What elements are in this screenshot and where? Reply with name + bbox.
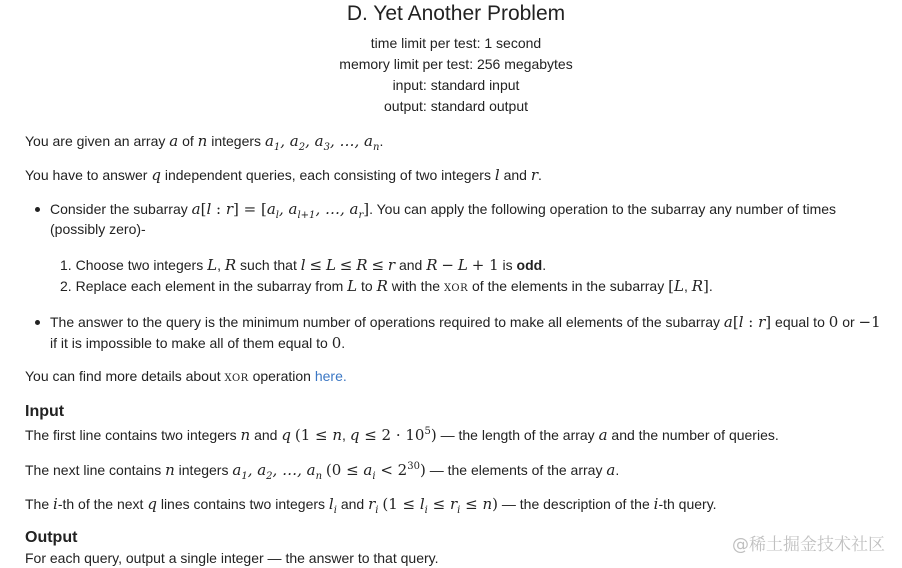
bullet-answer-line2: if it is impossible to make all of them equal to 0. (50, 334, 346, 352)
statement-queries-line: You have to answer q independent queries, each consisting of two integers l and r. (25, 166, 542, 184)
bullet-marker (35, 320, 40, 325)
step-2: 2. Replace each element in the subarray from L to R with the XOR of the elements in the subarray [L, R]. (60, 277, 713, 295)
input-spec: input: standard input (392, 77, 520, 93)
time-limit: time limit per test: 1 second (370, 35, 542, 51)
input-line-3: The i-th of the next q lines contains two integers $l_i$ and $r_i$ $(1 \le l_i \le r_i \le n)$ — the description of the i-th query. (25, 495, 717, 516)
memory-limit: memory limit per test: 256 megabytes (339, 56, 573, 72)
input-line-2: The next line contains n integers $a_1$, $a_2$, …, $a_n$ $(0 \le a_i < 2^{30})$ — the elements of the array a. (25, 461, 620, 482)
step-1: 1. Choose two integers L, R such that l ≤ L ≤ R ≤ r and R − L + 1 is odd. (60, 256, 547, 274)
problem-title: D. Yet Another Problem (346, 2, 566, 25)
statement-array-line: You are given an array a of n integers $a_1$, $a_2$, $a_3$, …, $a_n$. (25, 132, 384, 153)
more-details-line: You can find more details about XOR operation here. (25, 368, 347, 384)
output-spec: output: standard output (384, 98, 528, 114)
output-heading: Output (25, 529, 78, 546)
output-line: For each query, output a single integer — the answer to that query. (25, 550, 439, 566)
watermark: @稀土掘金技术社区 (732, 535, 885, 555)
bullet-subarray-line2: (possibly zero)- (50, 221, 146, 237)
xor-details-link[interactable]: here. (314, 368, 347, 384)
bullet-answer-line: The answer to the query is the minimum number of operations required to make all elements of the subarray a[l : r] equal to 0 or −1 (50, 313, 881, 331)
input-heading: Input (25, 403, 65, 420)
input-line-1: The first line contains two integers n and q (1 ≤ n, $q \le 2 \cdot 10^5$) — the length of the array a and the number of queries. (25, 426, 779, 444)
bullet-marker (35, 207, 40, 212)
bullet-subarray-line: Consider the subarray a[l : $r] = [a_l$, $a_{l+1}$, …, $a_r$]. You can apply the following operation to the subarray any number of times (50, 200, 837, 221)
